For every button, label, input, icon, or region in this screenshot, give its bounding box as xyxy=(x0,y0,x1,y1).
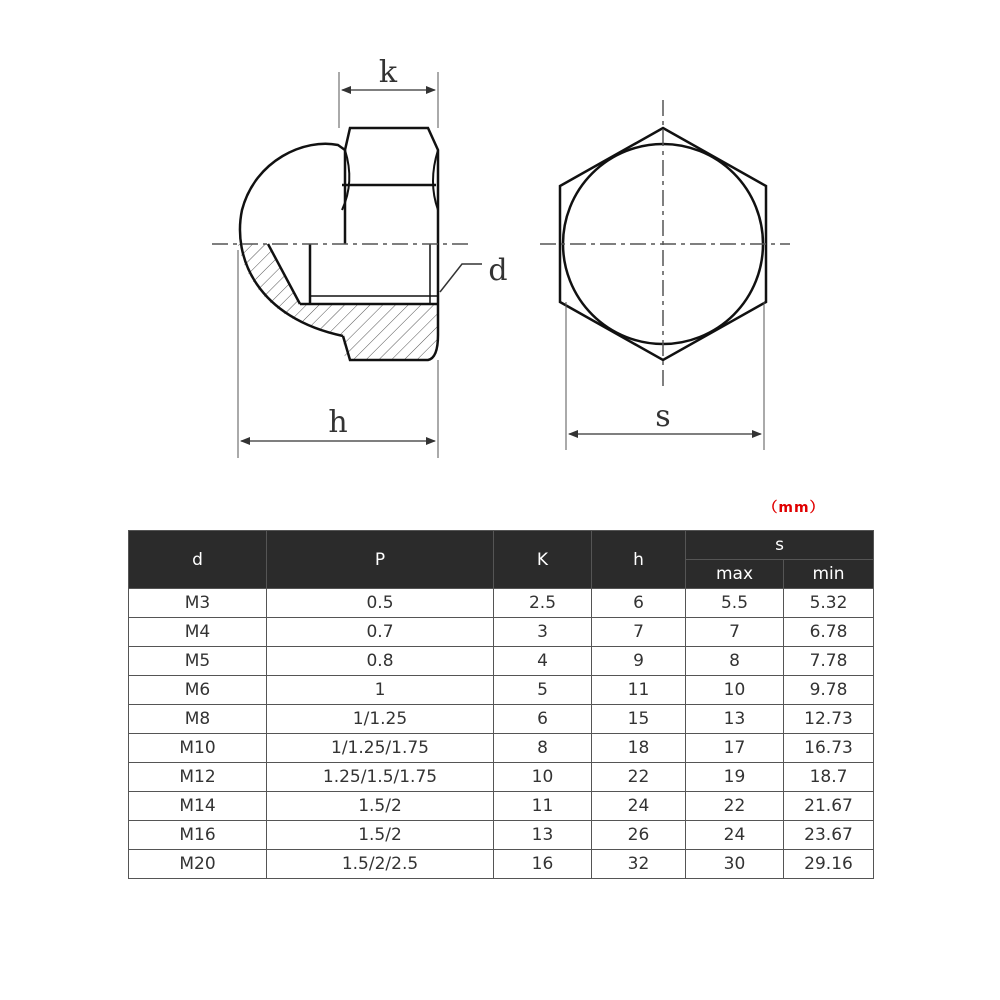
cell-k: 16 xyxy=(494,850,592,879)
table-row xyxy=(129,734,874,763)
section-hatch xyxy=(238,244,438,360)
cell-k: 4 xyxy=(494,647,592,676)
cell-smin: 9.78 xyxy=(784,676,874,705)
cell-d: M16 xyxy=(129,821,267,850)
cell-d: M4 xyxy=(129,618,267,647)
table-body xyxy=(129,589,874,879)
cell-k: 8 xyxy=(494,734,592,763)
d-label: d xyxy=(488,253,508,288)
cell-d: M3 xyxy=(129,589,267,618)
cell-d: M12 xyxy=(129,763,267,792)
table-row xyxy=(129,647,874,676)
cell-h: 6 xyxy=(592,589,686,618)
cell-p: 1.25/1.5/1.75 xyxy=(267,763,494,792)
cell-smin: 21.67 xyxy=(784,792,874,821)
cell-smax: 10 xyxy=(686,676,784,705)
cell-h: 18 xyxy=(592,734,686,763)
side-view xyxy=(212,55,508,458)
cell-d: M10 xyxy=(129,734,267,763)
cell-smin: 5.32 xyxy=(784,589,874,618)
h-label: h xyxy=(328,405,348,440)
cell-smax: 19 xyxy=(686,763,784,792)
table-row xyxy=(129,618,874,647)
cell-smax: 5.5 xyxy=(686,589,784,618)
cell-k: 2.5 xyxy=(494,589,592,618)
spec-table xyxy=(128,530,874,879)
table-row xyxy=(129,792,874,821)
cell-p: 1/1.25 xyxy=(267,705,494,734)
cell-p: 1.5/2/2.5 xyxy=(267,850,494,879)
cell-smax: 8 xyxy=(686,647,784,676)
table-row xyxy=(129,763,874,792)
s-label: s xyxy=(655,399,671,434)
cell-smax: 24 xyxy=(686,821,784,850)
table-row xyxy=(129,676,874,705)
cell-smax: 30 xyxy=(686,850,784,879)
cell-smin: 16.73 xyxy=(784,734,874,763)
cell-p: 1.5/2 xyxy=(267,792,494,821)
d-leader-line xyxy=(440,264,482,292)
cell-p: 1.5/2 xyxy=(267,821,494,850)
cell-d: M6 xyxy=(129,676,267,705)
cell-k: 5 xyxy=(494,676,592,705)
cell-k: 6 xyxy=(494,705,592,734)
cell-d: M5 xyxy=(129,647,267,676)
cell-smax: 13 xyxy=(686,705,784,734)
cell-h: 32 xyxy=(592,850,686,879)
table-row xyxy=(129,821,874,850)
k-label: k xyxy=(378,55,398,90)
cell-k: 3 xyxy=(494,618,592,647)
cell-k: 11 xyxy=(494,792,592,821)
cell-h: 24 xyxy=(592,792,686,821)
header-h: h xyxy=(592,531,686,589)
cell-d: M14 xyxy=(129,792,267,821)
cell-h: 15 xyxy=(592,705,686,734)
header-s: s xyxy=(686,531,874,560)
cell-k: 10 xyxy=(494,763,592,792)
cell-p: 1 xyxy=(267,676,494,705)
unit-label: （mm） xyxy=(763,500,825,516)
cell-h: 7 xyxy=(592,618,686,647)
cell-d: M20 xyxy=(129,850,267,879)
header-p: P xyxy=(267,531,494,589)
cell-smin: 23.67 xyxy=(784,821,874,850)
cell-p: 0.7 xyxy=(267,618,494,647)
header-d: d xyxy=(129,531,267,589)
cell-d: M8 xyxy=(129,705,267,734)
cell-h: 22 xyxy=(592,763,686,792)
header-s-min: min xyxy=(784,560,874,589)
table-row xyxy=(129,850,874,879)
table-row xyxy=(129,589,874,618)
top-view xyxy=(540,100,790,450)
technical-drawing xyxy=(0,0,1000,480)
cell-smin: 6.78 xyxy=(784,618,874,647)
cell-smin: 29.16 xyxy=(784,850,874,879)
cell-h: 9 xyxy=(592,647,686,676)
cell-p: 0.5 xyxy=(267,589,494,618)
cell-p: 1/1.25/1.75 xyxy=(267,734,494,763)
cell-smin: 7.78 xyxy=(784,647,874,676)
table-row xyxy=(129,705,874,734)
cell-smax: 22 xyxy=(686,792,784,821)
cell-h: 26 xyxy=(592,821,686,850)
header-s-max: max xyxy=(686,560,784,589)
header-k: K xyxy=(494,531,592,589)
cell-h: 11 xyxy=(592,676,686,705)
cell-smax: 7 xyxy=(686,618,784,647)
cell-smin: 18.7 xyxy=(784,763,874,792)
cell-smin: 12.73 xyxy=(784,705,874,734)
cell-smax: 17 xyxy=(686,734,784,763)
cell-p: 0.8 xyxy=(267,647,494,676)
cell-k: 13 xyxy=(494,821,592,850)
